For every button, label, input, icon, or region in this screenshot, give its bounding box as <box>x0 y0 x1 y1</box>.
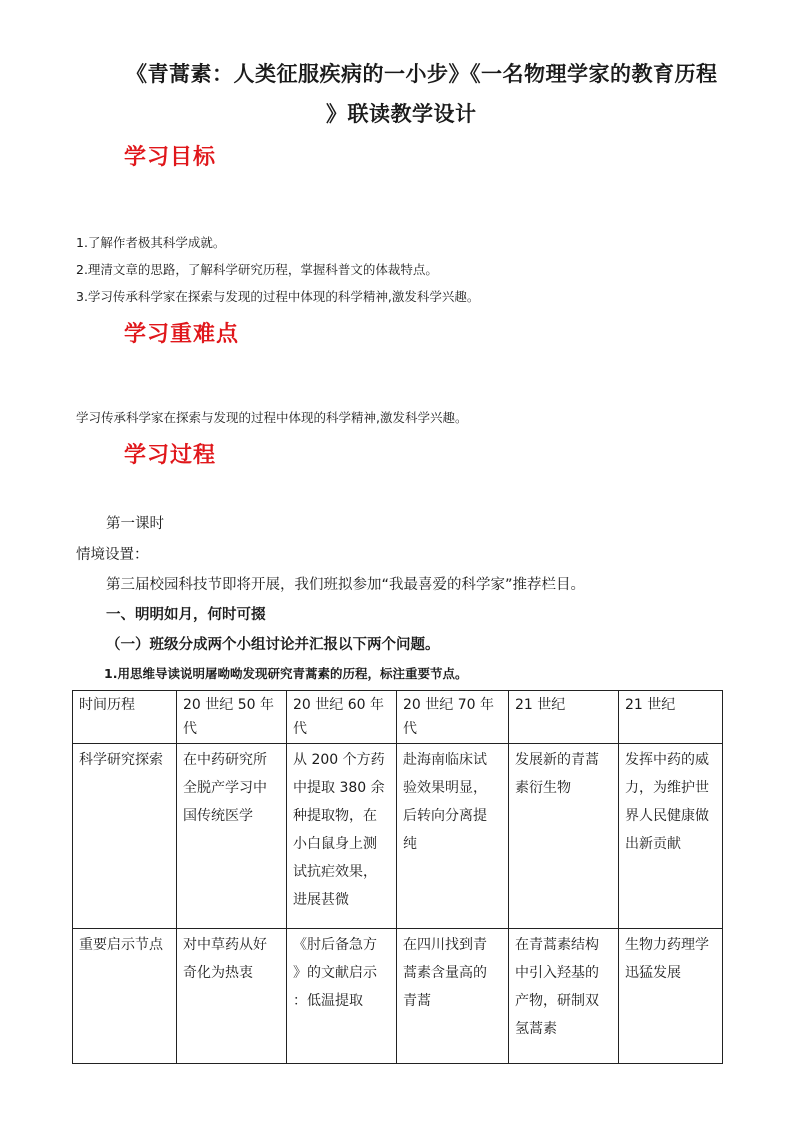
row-label-key-nodes: 重要启示节点 <box>73 929 177 1064</box>
key-points-heading: 学习重难点 <box>124 322 240 347</box>
table-header-cell: 20 世纪 60 年代 <box>287 691 397 744</box>
document-title-line1: 《青蒿素：人类征服疾病的一小步》《一名物理学家的教育历程 <box>126 62 718 86</box>
cell-line: 对中草药从好 <box>183 937 267 953</box>
table-cell <box>509 744 619 929</box>
table-header-cell: 20 世纪 70 年代 <box>397 691 509 744</box>
cell-line: 进展甚微 <box>293 892 349 908</box>
objective-item: 3.学习传承科学家在探索与发现的过程中体现的科学精神,激发科学兴趣。 <box>76 289 480 304</box>
task-instruction: 1.用思维导读说明屠呦呦发现研究青蒿素的历程，标注重要节点。 <box>104 666 468 681</box>
table-cell <box>397 744 509 929</box>
cell-line: 从 200 个方药 <box>293 752 385 768</box>
table-cell <box>619 929 723 1064</box>
scene-text: 第三届校园科技节即将开展，我们班拟参加“我最喜爱的科学家”推荐栏目。 <box>106 577 586 593</box>
table-row <box>73 744 723 929</box>
table-header-row <box>73 691 723 744</box>
cell-line: 赴海南临床试 <box>403 752 487 768</box>
table-header-cell: 21 世纪 <box>509 691 619 744</box>
cell-line: ：低温提取 <box>293 993 363 1009</box>
table-cell <box>287 744 397 929</box>
cell-line: 在青蒿素结构 <box>515 937 599 953</box>
table-row <box>73 929 723 1064</box>
cell-line: 试抗疟效果， <box>293 864 377 880</box>
scene-label: 情境设置： <box>76 547 149 563</box>
cell-line: 奇化为热衷 <box>183 965 253 981</box>
table-header-cell: 20 世纪 50 年代 <box>177 691 287 744</box>
key-points-text: 学习传承科学家在探索与发现的过程中体现的科学精神,激发科学兴趣。 <box>76 410 468 425</box>
cell-line: 中引入羟基的 <box>515 965 599 981</box>
table-cell <box>619 744 723 929</box>
cell-line: 在四川找到青 <box>403 937 487 953</box>
cell-line: 中提取 380 余 <box>293 780 385 796</box>
table-header-cell: 21 世纪 <box>619 691 723 744</box>
table-cell <box>177 929 287 1064</box>
section-heading: 一、明明如月，何时可掇 <box>106 607 266 623</box>
cell-line: 蒿素含量高的 <box>403 965 487 981</box>
cell-line: 》的文献启示 <box>293 965 377 981</box>
document-title-line2: 》联读教学设计 <box>326 102 477 126</box>
cell-line: 国传统医学 <box>183 808 253 824</box>
cell-line: 产物，研制双 <box>515 993 599 1009</box>
cell-line: 后转向分离提 <box>403 808 487 824</box>
row-label-research: 科学研究探索 <box>73 744 177 929</box>
objective-item: 1.了解作者极其科学成就。 <box>76 235 226 250</box>
cell-line: 素衍生物 <box>515 780 571 796</box>
cell-line: 《肘后备急方 <box>293 937 377 953</box>
cell-line: 全脱产学习中 <box>183 780 267 796</box>
cell-line: 种提取物，在 <box>293 808 377 824</box>
process-heading: 学习过程 <box>124 443 217 468</box>
cell-line: 发挥中药的威 <box>625 752 709 768</box>
cell-line: 力，为维护世 <box>625 780 709 796</box>
cell-line: 界人民健康做 <box>625 808 709 824</box>
cell-line: 小白鼠身上测 <box>293 836 377 852</box>
objectives-heading: 学习目标 <box>124 145 217 170</box>
table-cell <box>287 929 397 1064</box>
table-cell <box>177 744 287 929</box>
table-cell <box>397 929 509 1064</box>
cell-line: 氢蒿素 <box>515 1021 557 1037</box>
objective-item: 2.理清文章的思路，了解科学研究历程，掌握科普文的体裁特点。 <box>76 262 438 277</box>
cell-line: 在中药研究所 <box>183 752 267 768</box>
cell-line: 生物力药理学 <box>625 937 709 953</box>
table-cell <box>509 929 619 1064</box>
subsection-heading: （一）班级分成两个小组讨论并汇报以下两个问题。 <box>106 637 440 653</box>
cell-line: 出新贡献 <box>625 836 681 852</box>
timeline-table <box>72 690 723 1064</box>
cell-line: 发展新的青蒿 <box>515 752 599 768</box>
table-header-cell: 时间历程 <box>73 691 177 744</box>
lesson-label: 第一课时 <box>106 516 164 532</box>
cell-line: 迅猛发展 <box>625 965 681 981</box>
cell-line: 青蒿 <box>403 993 431 1009</box>
cell-line: 纯 <box>403 836 417 852</box>
cell-line: 验效果明显， <box>403 780 487 796</box>
